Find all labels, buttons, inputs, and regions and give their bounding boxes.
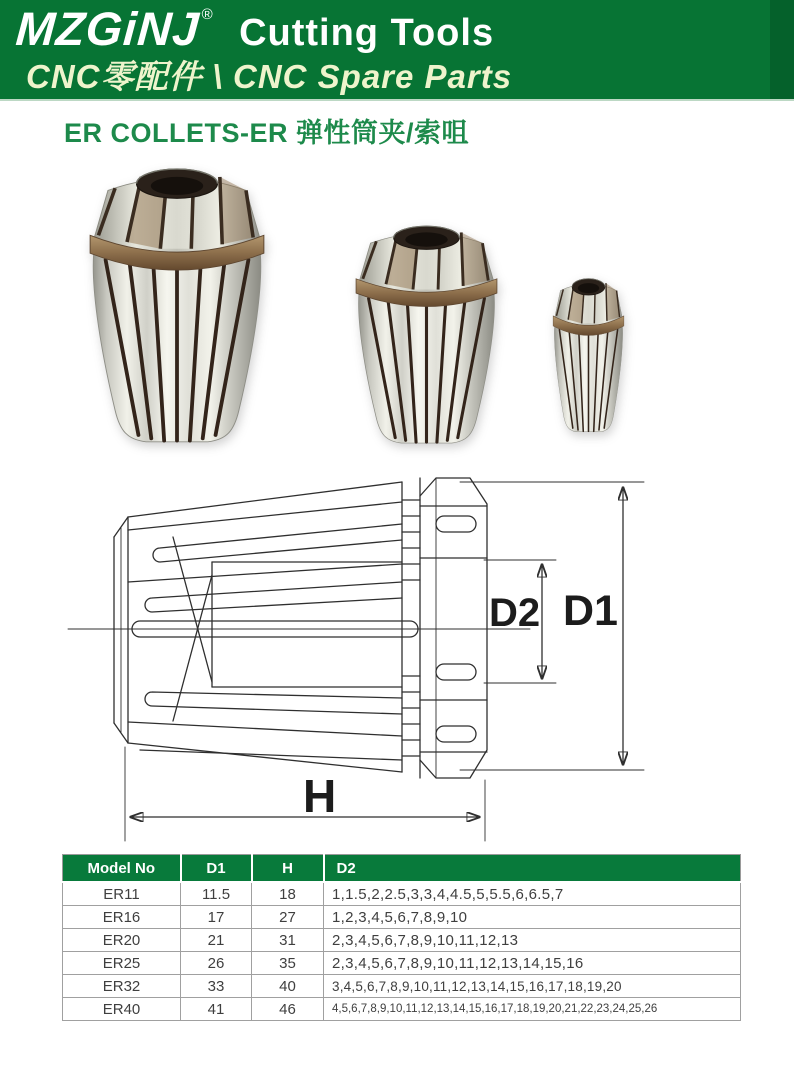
spec-table-header [63,855,741,883]
collet-dimension-diagram [60,460,760,845]
spec-table-body [63,882,741,1021]
dimension-d2 [484,560,556,683]
er-collet-photo-small [540,268,637,438]
cell-model-no: ER40 [63,998,181,1021]
spec-table-row [63,998,741,1021]
cell-h: 40 [252,975,324,998]
brand-banner [0,0,794,101]
cell-d1: 11.5 [181,882,252,906]
header-d1: D1 [181,855,252,883]
brand-tagline: Cutting Tools [239,12,495,54]
cell-model-no: ER16 [63,906,181,929]
cell-model-no: ER11 [63,882,181,906]
registered-trademark-mark: ® [201,6,213,23]
cell-h: 27 [252,906,324,929]
cell-d2: 1,1.5,2,2.5,3,3,4,4.5,5,5.5,6,6.5,7 [324,882,741,906]
cell-h: 18 [252,882,324,906]
diagram-collet-outline [114,478,487,778]
cell-d1: 33 [181,975,252,998]
er-collet-photo-large [58,150,296,453]
cell-d2: 2,3,4,5,6,7,8,9,10,11,12,13,14,15,16 [324,952,741,975]
cell-h: 35 [252,952,324,975]
banner-line-1 [16,1,494,56]
collet-spec-table [62,854,741,1021]
label-d1: D1 [563,587,618,635]
banner-subtitle: CNC零配件 \ CNC Spare Parts [26,58,513,95]
cell-d2: 3,4,5,6,7,8,9,10,11,12,13,14,15,16,17,18,19,20 [324,975,741,998]
cell-h: 46 [252,998,324,1021]
cell-model-no: ER20 [63,929,181,952]
spec-table-row [63,906,741,929]
brand-logo: MZGiNJ [14,2,202,55]
label-h: H [303,770,337,822]
cell-d1: 21 [181,929,252,952]
spec-table-row [63,975,741,998]
cell-d1: 26 [181,952,252,975]
spec-table-row [63,952,741,975]
cell-d2: 4,5,6,7,8,9,10,11,12,13,14,15,16,17,18,19,20,21,22,23,24,25,26 [324,998,741,1021]
spec-table-row [63,929,741,952]
header-d2: D2 [324,855,741,883]
cell-d2: 2,3,4,5,6,7,8,9,10,11,12,13 [324,929,741,952]
cell-d1: 17 [181,906,252,929]
page-title: ER COLLETS-ER 弹性筒夹/索咀 [64,118,470,148]
er-collet-photo-medium [330,211,523,452]
cell-h: 31 [252,929,324,952]
cell-model-no: ER32 [63,975,181,998]
diagram-slits [68,502,530,760]
cell-model-no: ER25 [63,952,181,975]
header-model-no: Model No [63,855,181,883]
spec-table-row [63,882,741,906]
cell-d1: 41 [181,998,252,1021]
header-h: H [252,855,324,883]
label-d2: D2 [489,591,541,635]
cell-d2: 1,2,3,4,5,6,7,8,9,10 [324,906,741,929]
